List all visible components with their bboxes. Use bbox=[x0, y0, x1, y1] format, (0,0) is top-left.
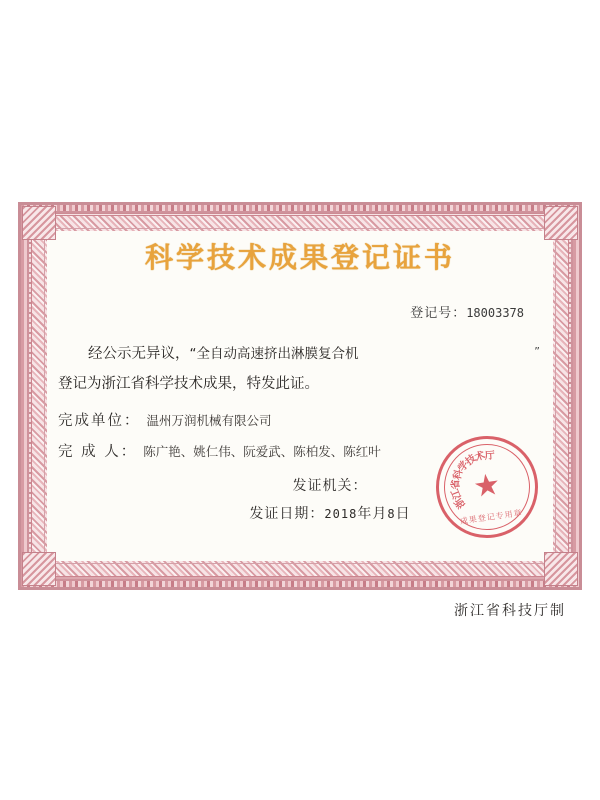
seal-arc-char-4: 科 bbox=[452, 468, 466, 481]
seal-arc-char-8: 厅 bbox=[484, 450, 496, 463]
seal-arc-char-1: 浙 bbox=[452, 495, 468, 511]
seal-star-icon: ★ bbox=[471, 466, 503, 506]
seal-arc-char-7: 术 bbox=[473, 449, 487, 464]
seal-arc-char-6: 技 bbox=[463, 452, 479, 468]
body-paragraph-line-2: 登记为浙江省科学技术成果，特发此证。 bbox=[58, 376, 319, 392]
seal-arc-char-2: 江 bbox=[449, 487, 464, 501]
completing-unit-label: 完成单位： bbox=[58, 413, 141, 429]
seal-arc-text-container bbox=[433, 433, 541, 541]
certificate-document bbox=[18, 202, 582, 590]
closing-quote-mark: ” bbox=[534, 345, 540, 358]
certificate-body bbox=[58, 339, 542, 399]
body-line1-quoted-project: “全自动高速挤出淋膜复合机 bbox=[189, 346, 359, 362]
registration-number-label: 登记号： bbox=[410, 306, 467, 321]
contributors-value: 陈广艳、姚仁伟、阮爱武、陈柏发、陈红叶 bbox=[143, 444, 381, 459]
body-line1-prefix: 经公示无异议， bbox=[88, 346, 190, 362]
body-paragraph-line-1 bbox=[58, 339, 542, 369]
seal-arc-char-3: 省 bbox=[450, 478, 463, 490]
issue-date-label: 发证日期： bbox=[249, 506, 325, 522]
contributors-label: 完 成 人： bbox=[58, 444, 138, 460]
issue-date-year: 2018 bbox=[324, 507, 358, 521]
issue-date-day: 8 bbox=[387, 507, 396, 521]
seal-arc-char-5: 学 bbox=[456, 459, 472, 474]
issuing-authority-label: 发证机关： bbox=[292, 478, 368, 494]
issue-date-year-unit: 年 bbox=[357, 506, 373, 522]
field-row-completing-unit bbox=[58, 409, 542, 430]
footer-issuing-department: 浙江省科技厅制 bbox=[454, 603, 566, 619]
issue-date-day-unit: 日 bbox=[395, 506, 411, 522]
certificate-title: 科学技术成果登记证书 bbox=[144, 241, 455, 274]
registration-number-row bbox=[58, 302, 542, 321]
issue-date-month-unit: 月 bbox=[372, 506, 388, 522]
official-seal bbox=[429, 429, 544, 544]
seal-bottom-text: 成果登记专用章 bbox=[459, 508, 524, 527]
registration-number-value: 18003378 bbox=[466, 306, 524, 320]
completing-unit-value: 温州万润机械有限公司 bbox=[146, 413, 272, 428]
